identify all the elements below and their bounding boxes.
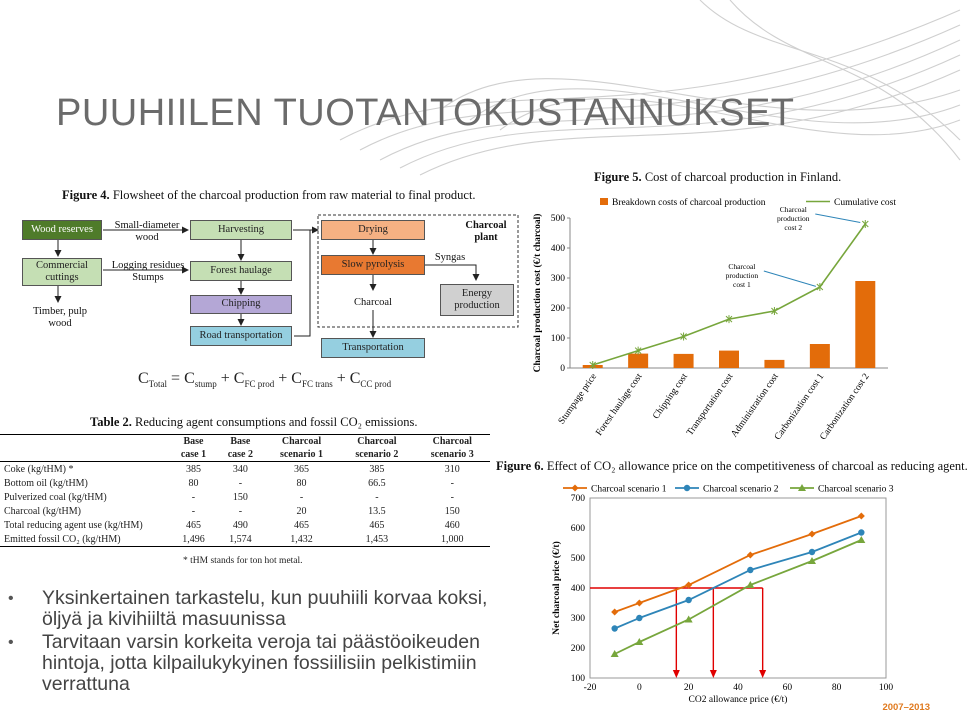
annotation-line: cost 2: [784, 223, 803, 232]
cumulative-line: [593, 224, 866, 365]
node-commercial-cuttings: Commercial cuttings: [22, 258, 102, 286]
node-energy-production: Energy production: [440, 284, 514, 316]
figure5-caption-text: Cost of charcoal production in Finland.: [641, 170, 842, 184]
annotation-line: production: [725, 271, 759, 280]
node-wood-reserves: Wood reserves: [22, 220, 102, 240]
y-tick-label: 400: [570, 584, 585, 594]
table-cell: 1,432: [264, 532, 339, 547]
node-timber: Timber, pulp wood: [32, 306, 88, 330]
bullet-item: [6, 588, 526, 630]
emissions-table: [0, 434, 490, 547]
bar: [855, 281, 875, 368]
legend-marker-icon: [684, 485, 690, 491]
table-header-cell: scenario 1: [264, 448, 339, 462]
reference-arrow-icon: [673, 670, 680, 678]
y-tick-label: 400: [550, 244, 565, 254]
annotation-line: production: [777, 214, 810, 223]
table-cell: Coke (kg/tHM) *: [4, 463, 74, 475]
y-tick-label: 700: [570, 494, 585, 504]
table-header-row: [0, 448, 490, 462]
table-cell: -: [450, 477, 454, 489]
table2-caption: [90, 415, 418, 430]
y-tick-label: 600: [570, 524, 585, 534]
series-point: [685, 597, 691, 603]
annotation-arrow: [815, 214, 860, 223]
table-header-cell: [0, 435, 170, 449]
node-transportation: Transportation: [321, 338, 425, 358]
table-cell: 150: [232, 491, 248, 503]
category-label: Carbonization cost 1: [773, 371, 827, 443]
x-tick-label: 80: [831, 683, 842, 693]
series-point: [636, 600, 643, 607]
table-cell: 80: [188, 477, 199, 489]
legend-label: Breakdown costs of charcoal production: [612, 198, 766, 208]
allowance-price-chart: [545, 476, 905, 708]
table-header-cell: scenario 3: [415, 448, 490, 462]
table-cell: 150: [444, 505, 460, 517]
series-point: [685, 616, 693, 623]
y-tick-label: 100: [550, 334, 565, 344]
reference-arrow-icon: [710, 670, 717, 678]
table-row: [0, 518, 490, 532]
series-point: [611, 609, 618, 616]
table2-caption-text: Reducing agent consumptions and fossil CO₂ emissions.: [131, 415, 418, 429]
y-axis-label: Net charcoal price (€/t): [552, 541, 562, 635]
y-tick-label: 500: [570, 554, 585, 564]
table-cell: -: [450, 491, 454, 503]
x-tick-label: 40: [733, 683, 743, 693]
bar: [810, 344, 830, 368]
legend-marker-icon: [572, 485, 579, 492]
series-line: [615, 540, 862, 654]
annotation-line: Charcoal: [779, 205, 807, 214]
table-cell: 460: [444, 519, 460, 531]
table-cell: Bottom oil (kg/tHM): [4, 477, 88, 489]
table-header-cell: Charcoal: [264, 435, 339, 449]
bullet-dot-icon: •: [8, 634, 14, 651]
node-logging-residues: Logging residues: [111, 260, 185, 271]
table-cell: 80: [296, 477, 307, 489]
table-cell: 66.5: [368, 477, 386, 489]
node-small-diameter: Small-diameter wood: [114, 220, 180, 244]
table-cell: Total reducing agent use (kg/tHM): [4, 519, 143, 531]
table-cell: -: [191, 505, 196, 517]
figure6-caption-label: Figure 6.: [496, 459, 544, 473]
table-header-row: [0, 435, 490, 449]
y-tick-label: 300: [550, 274, 565, 284]
table-cell: 310: [444, 463, 460, 475]
y-tick-label: 300: [570, 614, 585, 624]
table-cell: 20: [296, 505, 307, 517]
annotation-label: [726, 262, 759, 289]
bar: [764, 360, 784, 368]
table-row: [0, 504, 490, 518]
table-cell: 385: [369, 463, 385, 475]
table2-caption-label: Table 2.: [90, 415, 132, 429]
figure5-caption-label: Figure 5.: [594, 170, 642, 184]
annotation-label: [777, 205, 810, 232]
table-cell: 490: [232, 519, 248, 531]
node-forest-haulage: Forest haulage: [190, 261, 292, 281]
table-cell: Emitted fossil CO₂ (kg/tHM): [0, 532, 170, 547]
legend-label: Charcoal scenario 2: [703, 484, 779, 495]
category-label: Stumpage price: [556, 371, 600, 427]
figure6-caption-text: Effect of CO₂ allowance price on the competitiveness of charcoal as reducing agent.: [543, 459, 968, 473]
legend-label: Cumulative cost: [834, 198, 897, 208]
category-label: Carbonization cost 2: [818, 371, 872, 443]
flowsheet: [18, 210, 528, 360]
table-header-cell: Base: [170, 435, 217, 449]
table-row: [0, 490, 490, 504]
x-axis-label: CO2 allowance price (€/t): [688, 695, 788, 705]
table-cell: 1,000: [415, 532, 490, 547]
cumulative-point: [817, 283, 823, 291]
category-label: Forest haulage cost: [594, 371, 645, 438]
x-tick-label: 100: [878, 683, 894, 693]
node-drying: Drying: [321, 220, 425, 240]
y-axis-label: Charcoal production cost (€/t charcoal): [533, 213, 543, 373]
series-line: [615, 516, 862, 612]
series-point: [858, 529, 864, 535]
table-header-cell: Charcoal: [339, 435, 414, 449]
y-tick-label: 200: [550, 304, 565, 314]
table-cell: 465: [369, 519, 385, 531]
series-point: [747, 552, 754, 559]
series-point: [747, 567, 753, 573]
bar: [628, 354, 648, 368]
table-header-cell: [0, 448, 170, 462]
table2-footnote: * tHM stands for ton hot metal.: [183, 556, 303, 566]
table-header-cell: Charcoal: [415, 435, 490, 449]
figure5-caption: [594, 170, 841, 185]
series-line: [615, 533, 862, 629]
slide-title: PUUHIILEN TUOTANTOKUSTANNUKSET: [56, 92, 795, 134]
table-cell: 365: [294, 463, 309, 475]
category-label: Chipping cost: [651, 371, 691, 422]
legend-label: Charcoal scenario 1: [591, 484, 667, 495]
annotation-line: Charcoal: [728, 262, 756, 271]
cost-equation: $C_{Total} = C_{stump} + C_{FC prod} + C_{FC trans} + C_{CC prod}$: [138, 370, 392, 390]
table-cell: -: [191, 491, 196, 503]
cumulative-point: [862, 220, 868, 228]
annotation-line: cost 1: [732, 280, 751, 289]
table-cell: Charcoal (kg/tHM): [4, 505, 81, 517]
table-cell: -: [299, 491, 304, 503]
cost-breakdown-chart: [528, 188, 897, 460]
node-charcoal: Charcoal: [354, 297, 392, 308]
table-cell: 1,453: [339, 532, 414, 547]
node-chipping: Chipping: [190, 295, 292, 314]
table-cell: 340: [232, 463, 248, 475]
series-point: [809, 549, 815, 555]
figure4-caption-text: Flowsheet of the charcoal production from raw material to final product.: [109, 188, 476, 202]
node-syngas: Syngas: [434, 252, 466, 263]
table-cell: 13.5: [368, 505, 386, 517]
series-point: [611, 625, 617, 631]
bullet-dot-icon: •: [8, 590, 14, 607]
bullet-list: [6, 588, 526, 697]
node-harvesting: Harvesting: [190, 220, 292, 240]
y-tick-label: 0: [560, 364, 565, 374]
table-cell: 465: [185, 519, 201, 531]
bullet-item: [6, 632, 526, 695]
table-cell: -: [238, 505, 243, 517]
brand-mark: 2007–2013: [882, 702, 930, 713]
table-header-cell: scenario 2: [339, 448, 414, 462]
table-row: [0, 532, 490, 547]
table-cell: -: [238, 477, 243, 489]
figure4-caption: [62, 188, 476, 203]
legend-label: Charcoal scenario 3: [818, 484, 894, 495]
table-cell: Pulverized coal (kg/tHM): [4, 491, 107, 503]
x-tick-label: 60: [782, 683, 793, 693]
node-slow-pyrolysis: Slow pyrolysis: [321, 255, 425, 275]
x-tick-label: 0: [636, 683, 642, 693]
figure6-caption: [496, 459, 968, 474]
bullet-text: Tarvitaan varsin korkeita veroja tai päästöoikeuden hintoja, jotta kilpailukykyinen fossiilisiin pelkistimiin verrattuna: [42, 631, 480, 695]
legend-bar-swatch: [600, 198, 608, 205]
table-cell: 465: [294, 519, 309, 531]
annotation-arrow: [764, 271, 816, 286]
table-header-cell: case 2: [217, 448, 264, 462]
table-cell: 1,496: [170, 532, 217, 547]
table-header-cell: Base: [217, 435, 264, 449]
bar: [674, 354, 694, 368]
table-cell: 1,574: [217, 532, 264, 547]
table-header-cell: case 1: [170, 448, 217, 462]
figure4-caption-label: Figure 4.: [62, 188, 110, 202]
y-tick-label: 500: [550, 214, 565, 224]
x-tick-label: 20: [683, 683, 694, 693]
table-row: [0, 476, 490, 490]
node-stumps: Stumps: [132, 272, 164, 283]
series-point: [857, 536, 865, 543]
bar: [719, 351, 739, 368]
bullet-text: Yksinkertainen tarkastelu, kun puuhiili korvaa koksi, öljyä ja kivihiiltä masuunissa: [42, 587, 488, 630]
category-label: Transportation cost: [685, 371, 736, 438]
table-cell: -: [375, 491, 379, 503]
x-tick-label: -20: [583, 683, 597, 693]
y-tick-label: 200: [570, 644, 585, 654]
series-point: [809, 531, 816, 538]
category-label: Administration cost: [729, 371, 781, 440]
series-point: [858, 513, 865, 520]
series-point: [636, 615, 642, 621]
table-cell: 385: [185, 463, 201, 475]
node-road-transportation: Road transportation: [190, 326, 292, 346]
reference-arrow-icon: [759, 670, 766, 678]
table-row: [0, 462, 490, 477]
y-tick-label: 100: [570, 674, 585, 684]
node-charcoal-plant: Charcoal plant: [465, 220, 507, 244]
